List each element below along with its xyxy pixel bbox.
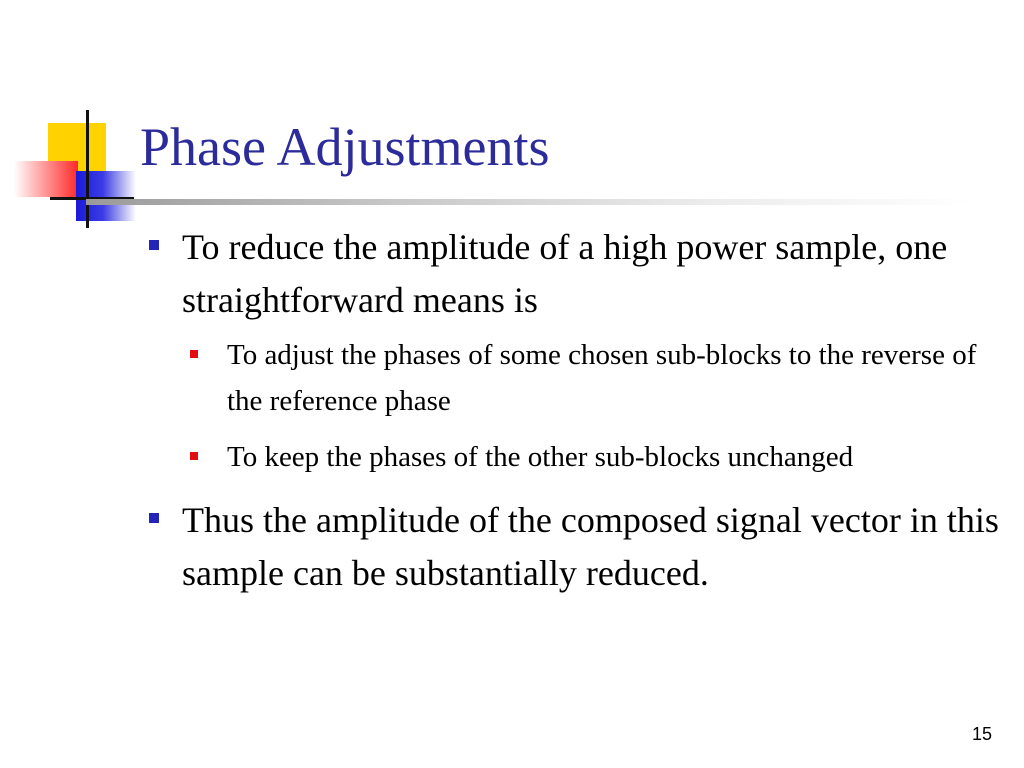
logo-blue-square [76, 171, 136, 221]
sub-bullet-text: To keep the phases of the other sub-blocks unchanged [227, 441, 854, 473]
sub-bullet-list [182, 332, 1006, 480]
bullet-text: To reduce the amplitude of a high power sample, one straightforward means is [182, 227, 948, 320]
bullet-item [146, 494, 1006, 600]
square-bullet-icon [149, 240, 159, 250]
logo-red-square [14, 161, 78, 197]
sub-bullet-item [190, 434, 1006, 480]
logo-vertical-line [86, 110, 89, 228]
sub-bullet-text: To adjust the phases of some chosen sub-blocks to the reverse of the reference phase [227, 339, 977, 417]
title-underline-rule [86, 199, 976, 205]
sub-bullet-item [190, 332, 1006, 424]
bullet-item [146, 221, 1006, 480]
square-bullet-icon [149, 513, 159, 523]
square-bullet-icon [190, 350, 198, 358]
page-number: 15 [971, 724, 992, 744]
square-bullet-icon [190, 452, 198, 460]
slide-title: Phase Adjustments [140, 117, 550, 177]
bullet-list [146, 221, 1006, 614]
bullet-text: Thus the amplitude of the composed signal vector in this sample can be substantially reduced. [182, 500, 999, 593]
